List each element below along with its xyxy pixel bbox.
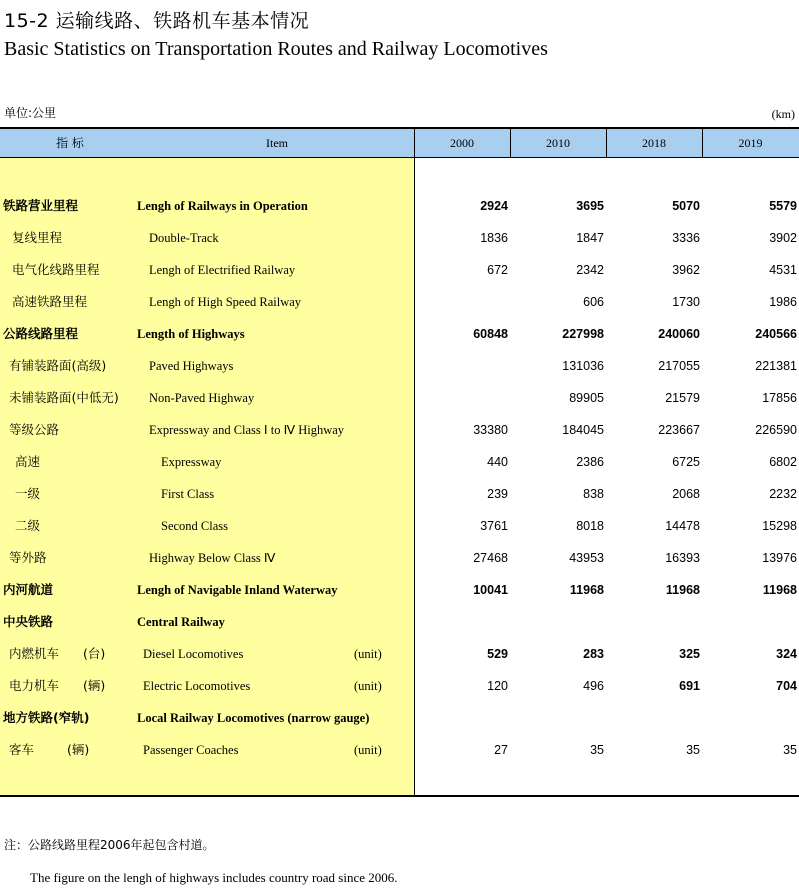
value-cell: 6725 bbox=[672, 455, 700, 469]
value-cell: 120 bbox=[487, 679, 508, 693]
row-unit-cn: (辆) bbox=[67, 742, 90, 757]
row-indicator-cn: 内燃机车 bbox=[9, 646, 60, 661]
row-item-en: Expressway and Class Ⅰ to Ⅳ Highway bbox=[149, 423, 345, 437]
value-cell: 325 bbox=[679, 647, 700, 661]
value-cell: 11968 bbox=[569, 583, 604, 597]
value-cell: 3761 bbox=[480, 519, 508, 533]
row-unit-en: (unit) bbox=[354, 647, 382, 661]
row-item-en: Paved Highways bbox=[149, 359, 234, 373]
header-divider bbox=[510, 129, 511, 157]
row-item-en: Non-Paved Highway bbox=[149, 391, 255, 405]
value-cell: 13976 bbox=[762, 551, 797, 565]
value-cell: 1836 bbox=[480, 231, 508, 245]
value-cell: 8018 bbox=[576, 519, 604, 533]
row-indicator-cn: 内河航道 bbox=[3, 582, 54, 597]
value-cell: 5070 bbox=[672, 199, 700, 213]
value-cell: 227998 bbox=[562, 327, 604, 341]
table-row bbox=[0, 286, 799, 318]
table-row bbox=[0, 254, 799, 286]
value-cell: 43953 bbox=[569, 551, 604, 565]
value-cell: 1986 bbox=[769, 295, 797, 309]
row-unit-cn: (辆) bbox=[83, 678, 106, 693]
value-cell: 838 bbox=[583, 487, 604, 501]
header-year-2019: 2019 bbox=[738, 136, 763, 150]
row-unit-en: (unit) bbox=[354, 743, 382, 757]
value-cell: 217055 bbox=[658, 359, 700, 373]
row-item-en: Lengh of Electrified Railway bbox=[149, 263, 296, 277]
row-item-en: Passenger Coaches bbox=[143, 743, 239, 757]
table-title-cn: 15-2 运输线路、铁路机车基本情况 bbox=[4, 10, 310, 32]
value-cell: 606 bbox=[583, 295, 604, 309]
value-cell: 1847 bbox=[576, 231, 604, 245]
row-indicator-cn: 电气化线路里程 bbox=[12, 262, 100, 277]
value-cell: 496 bbox=[583, 679, 604, 693]
row-unit-cn: (台) bbox=[83, 646, 106, 661]
value-cell: 2386 bbox=[576, 455, 604, 469]
row-indicator-cn: 中央铁路 bbox=[3, 614, 54, 629]
value-cell: 704 bbox=[776, 679, 797, 693]
value-cell: 440 bbox=[487, 455, 508, 469]
table-header bbox=[0, 129, 799, 158]
footnote-en: The figure on the lengh of highways includes country road since 2006. bbox=[30, 870, 398, 885]
row-item-en: Local Railway Locomotives (narrow gauge) bbox=[137, 711, 370, 725]
row-item-en: Lengh of Railways in Operation bbox=[137, 199, 308, 213]
value-cell: 221381 bbox=[755, 359, 797, 373]
header-item: Item bbox=[266, 136, 288, 150]
value-cell: 223667 bbox=[658, 423, 700, 437]
value-cell: 4531 bbox=[769, 263, 797, 277]
value-cell: 15298 bbox=[762, 519, 797, 533]
table-row bbox=[0, 734, 799, 766]
value-cell: 3962 bbox=[672, 263, 700, 277]
value-cell: 89905 bbox=[569, 391, 604, 405]
table-row bbox=[0, 702, 799, 734]
row-indicator-cn: 高速 bbox=[15, 454, 41, 469]
row-item-en: Lengh of High Speed Railway bbox=[149, 295, 302, 309]
row-item-en: First Class bbox=[161, 487, 215, 501]
value-cell: 10041 bbox=[473, 583, 508, 597]
value-cell: 240566 bbox=[755, 327, 797, 341]
header-year-2000: 2000 bbox=[450, 136, 474, 150]
value-cell: 184045 bbox=[562, 423, 604, 437]
value-cell: 21579 bbox=[665, 391, 700, 405]
value-cell: 60848 bbox=[473, 327, 508, 341]
row-item-en: Central Railway bbox=[137, 615, 225, 629]
value-cell: 691 bbox=[679, 679, 700, 693]
table-title-en: Basic Statistics on Transportation Routes and Railway Locomotives bbox=[4, 38, 548, 60]
row-indicator-cn: 复线里程 bbox=[12, 230, 63, 245]
value-cell: 2924 bbox=[480, 199, 508, 213]
value-cell: 33380 bbox=[473, 423, 508, 437]
row-indicator-cn: 高速铁路里程 bbox=[12, 294, 88, 309]
value-cell: 14478 bbox=[665, 519, 700, 533]
value-cell: 35 bbox=[590, 743, 604, 757]
unit-label-cn: 单位:公里 bbox=[4, 106, 57, 120]
footnote-cn: 注：公路线路里程2006年起包含村道。 bbox=[4, 838, 215, 852]
row-item-en: Double-Track bbox=[149, 231, 219, 245]
unit-label-en: (km) bbox=[771, 107, 795, 121]
value-cell: 529 bbox=[487, 647, 508, 661]
value-cell: 3902 bbox=[769, 231, 797, 245]
value-cell: 1730 bbox=[672, 295, 700, 309]
row-indicator-cn: 地方铁路(窄轨) bbox=[3, 710, 90, 725]
value-cell: 2068 bbox=[672, 487, 700, 501]
row-item-en: Electric Locomotives bbox=[143, 679, 251, 693]
table-row bbox=[0, 446, 799, 478]
table-row bbox=[0, 382, 799, 414]
table-row bbox=[0, 606, 799, 638]
value-cell: 226590 bbox=[755, 423, 797, 437]
value-cell: 27468 bbox=[473, 551, 508, 565]
header-year-2018: 2018 bbox=[642, 136, 666, 150]
header-divider bbox=[702, 129, 703, 157]
value-cell: 5579 bbox=[769, 199, 797, 213]
row-indicator-cn: 一级 bbox=[15, 486, 41, 501]
value-cell: 3336 bbox=[672, 231, 700, 245]
row-indicator-cn: 铁路营业里程 bbox=[3, 198, 79, 213]
row-item-en: Expressway bbox=[161, 455, 222, 469]
value-cell: 11968 bbox=[762, 583, 797, 597]
statistics-table bbox=[0, 127, 799, 797]
value-cell: 16393 bbox=[665, 551, 700, 565]
row-indicator-cn: 等外路 bbox=[9, 550, 47, 565]
value-cell: 239 bbox=[487, 487, 508, 501]
row-indicator-cn: 有铺装路面(高级) bbox=[9, 358, 107, 373]
value-cell: 35 bbox=[783, 743, 797, 757]
table-row bbox=[0, 670, 799, 702]
value-cell: 3695 bbox=[576, 199, 604, 213]
table-row bbox=[0, 190, 799, 222]
value-cell: 324 bbox=[776, 647, 797, 661]
row-item-en: Lengh of Navigable Inland Waterway bbox=[137, 583, 338, 597]
header-year-2010: 2010 bbox=[546, 136, 570, 150]
value-cell: 17856 bbox=[762, 391, 797, 405]
value-cell: 240060 bbox=[658, 327, 700, 341]
row-unit-en: (unit) bbox=[354, 679, 382, 693]
row-indicator-cn: 公路线路里程 bbox=[3, 326, 79, 341]
row-item-en: Diesel Locomotives bbox=[143, 647, 244, 661]
table-row bbox=[0, 574, 799, 606]
table-row bbox=[0, 414, 799, 446]
value-cell: 2232 bbox=[769, 487, 797, 501]
table-row bbox=[0, 350, 799, 382]
value-cell: 283 bbox=[583, 647, 604, 661]
value-cell: 27 bbox=[494, 743, 508, 757]
row-item-en: Length of Highways bbox=[137, 327, 245, 341]
row-item-en: Second Class bbox=[161, 519, 229, 533]
value-cell: 35 bbox=[686, 743, 700, 757]
header-indicator: 指 标 bbox=[56, 136, 84, 150]
table-row bbox=[0, 510, 799, 542]
value-cell: 131036 bbox=[562, 359, 604, 373]
value-cell: 2342 bbox=[576, 263, 604, 277]
table-row bbox=[0, 542, 799, 574]
header-divider bbox=[414, 129, 415, 157]
row-indicator-cn: 二级 bbox=[15, 518, 41, 533]
row-indicator-cn: 未铺装路面(中低无) bbox=[9, 390, 119, 405]
value-cell: 672 bbox=[487, 263, 508, 277]
row-indicator-cn: 客车 bbox=[9, 742, 35, 757]
row-indicator-cn: 电力机车 bbox=[9, 678, 60, 693]
header-divider bbox=[606, 129, 607, 157]
table-row bbox=[0, 638, 799, 670]
table-row bbox=[0, 318, 799, 350]
table-row bbox=[0, 478, 799, 510]
bottom-rule bbox=[0, 795, 799, 797]
value-cell: 11968 bbox=[665, 583, 700, 597]
value-cell: 6802 bbox=[769, 455, 797, 469]
table-row bbox=[0, 222, 799, 254]
row-indicator-cn: 等级公路 bbox=[9, 422, 60, 437]
row-item-en: Highway Below Class Ⅳ bbox=[149, 551, 276, 565]
